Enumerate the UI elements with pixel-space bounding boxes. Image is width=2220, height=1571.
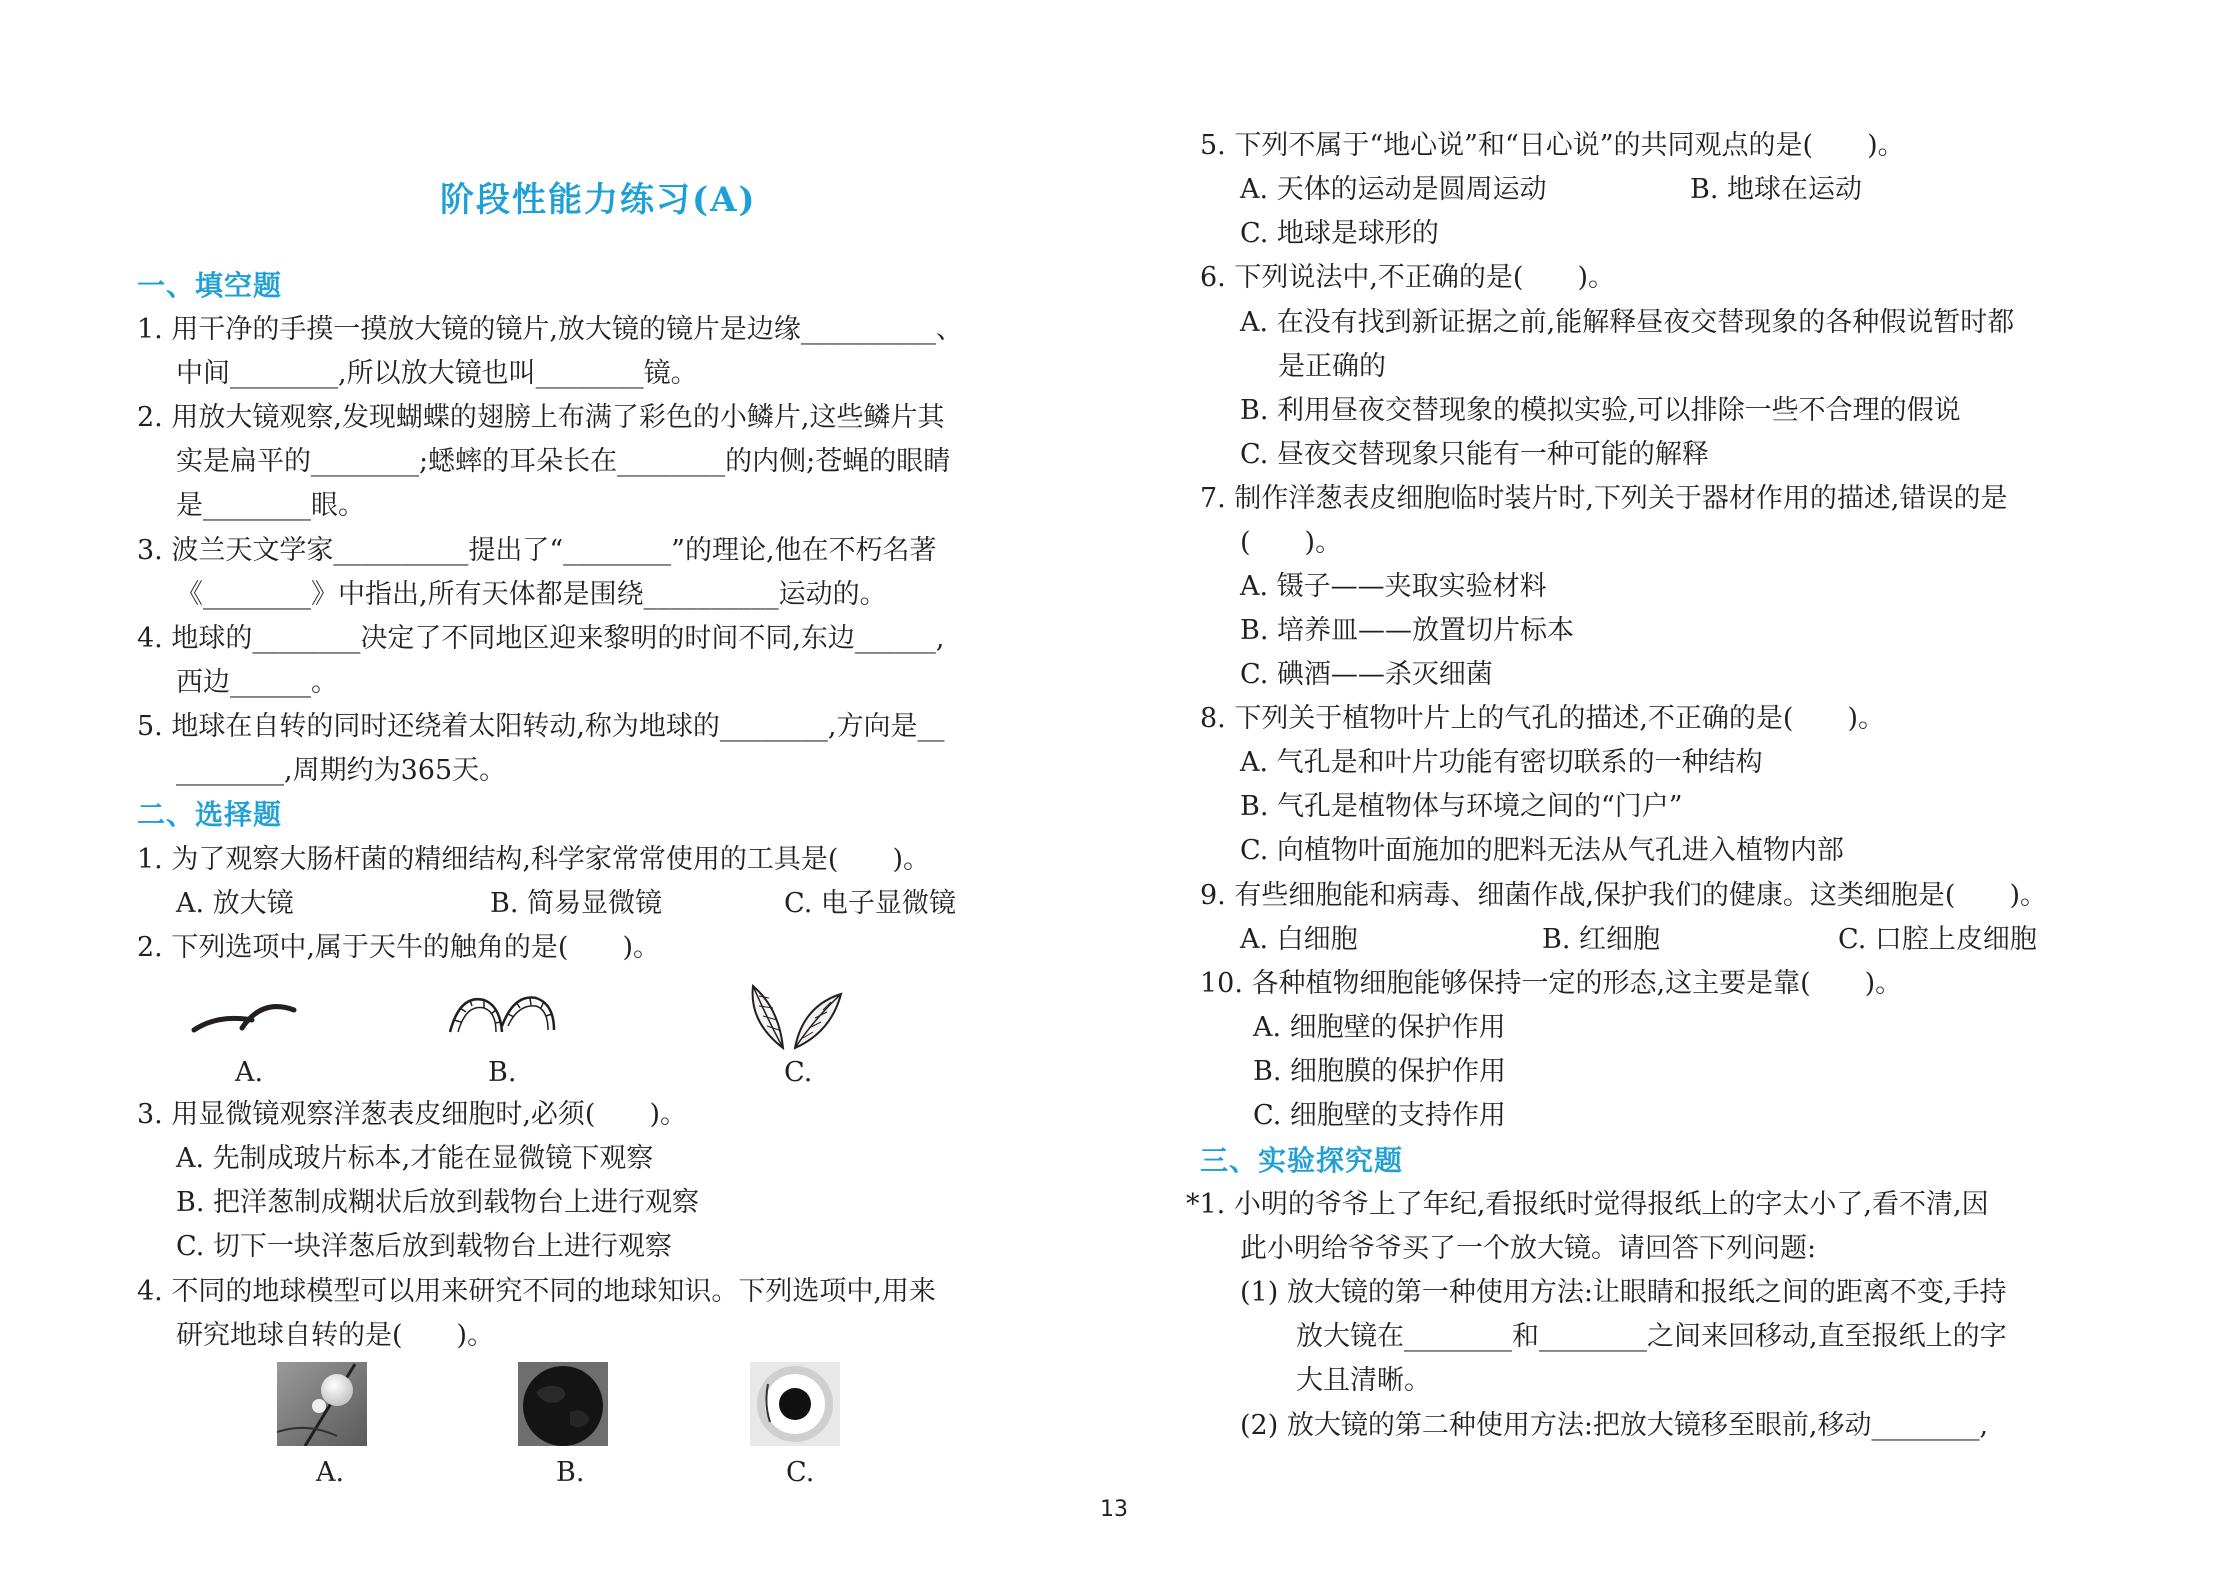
choice-q5-option-c: C. 地球是球形的 — [1240, 218, 1439, 249]
choice-q7-option-b: B. 培养皿——放置切片标本 — [1240, 615, 1575, 646]
choice-q10-option-c: C. 细胞壁的支持作用 — [1253, 1100, 1506, 1131]
choice-q1-option-a: A. 放大镜 — [176, 888, 294, 919]
choice-q5-option-b: B. 地球在运动 — [1690, 174, 1863, 205]
choice-q10-option-a: A. 细胞壁的保护作用 — [1253, 1012, 1506, 1043]
choice-q5-option-a: A. 天体的运动是圆周运动 — [1240, 174, 1547, 205]
antenna-b-image — [444, 986, 560, 1040]
section-choice-heading: 二、选择题 — [137, 798, 283, 831]
choice-q1-option-c: C. 电子显微镜 — [784, 888, 956, 919]
choice-q4-label-a: A. — [316, 1457, 345, 1488]
choice-q2-label-b: B. — [488, 1057, 517, 1088]
globe-model-c-image — [750, 1362, 840, 1446]
fill-q4-line1: 4. 地球的________决定了不同地区迎来黎明的时间不同,东边______, — [137, 623, 945, 654]
fill-q1-line1: 1. 用干净的手摸一摸放大镜的镜片,放大镜的镜片是边缘__________、 — [137, 314, 963, 345]
page-title: 阶段性能力练习(A) — [440, 180, 757, 220]
fill-q2-line3: 是________眼。 — [176, 490, 365, 521]
choice-q4-stem-line2: 研究地球自转的是( )。 — [176, 1320, 495, 1351]
choice-q6-option-c: C. 昼夜交替现象只能有一种可能的解释 — [1240, 439, 1709, 470]
choice-q7-option-a: A. 镊子——夹取实验材料 — [1240, 571, 1547, 602]
fill-q2-line2: 实是扁平的________;蟋蟀的耳朵长在________的内侧;苍蝇的眼睛 — [176, 446, 951, 477]
antenna-a-image — [190, 992, 300, 1038]
experiment-q1-line1: *1. 小明的爷爷上了年纪,看报纸时觉得报纸上的字太小了,看不清,因 — [1186, 1189, 1989, 1220]
fill-q3-line2: 《________》中指出,所有天体都是围绕__________运动的。 — [176, 579, 887, 610]
antenna-c-image — [745, 982, 845, 1052]
choice-q6-option-a-line2: 是正确的 — [1278, 351, 1386, 382]
fill-q4-line2: 西边______。 — [176, 667, 338, 698]
choice-q1-stem: 1. 为了观察大肠杆菌的精细结构,科学家常常使用的工具是( )。 — [137, 844, 930, 875]
section-experiment-heading: 三、实验探究题 — [1200, 1144, 1404, 1177]
choice-q8-option-b: B. 气孔是植物体与环境之间的“门户” — [1240, 791, 1683, 822]
choice-q4-label-c: C. — [786, 1457, 815, 1488]
choice-q8-option-c: C. 向植物叶面施加的肥料无法从气孔进入植物内部 — [1240, 835, 1844, 866]
choice-q10-stem: 10. 各种植物细胞能够保持一定的形态,这主要是靠( )。 — [1200, 968, 1903, 999]
globe-model-a-image — [277, 1362, 367, 1446]
fill-q5-line2: ________,周期约为365天。 — [176, 755, 507, 786]
choice-q4-stem-line1: 4. 不同的地球模型可以用来研究不同的地球知识。下列选项中,用来 — [137, 1276, 936, 1307]
globe-model-b-image — [518, 1362, 608, 1446]
choice-q8-option-a: A. 气孔是和叶片功能有密切联系的一种结构 — [1240, 747, 1763, 778]
choice-q2-stem: 2. 下列选项中,属于天牛的触角的是( )。 — [137, 932, 660, 963]
choice-q4-label-b: B. — [556, 1457, 585, 1488]
section-fill-heading: 一、填空题 — [137, 269, 283, 302]
choice-q7-option-c: C. 碘酒——杀灭细菌 — [1240, 659, 1493, 690]
choice-q7-stem-line2: ( )。 — [1240, 527, 1343, 558]
choice-q9-option-c: C. 口腔上皮细胞 — [1838, 924, 2037, 955]
experiment-q1-part2-line1: (2) 放大镜的第二种使用方法:把放大镜移至眼前,移动________, — [1240, 1410, 1989, 1441]
experiment-q1-part1-line2: 放大镜在________和________之间来回移动,直至报纸上的字 — [1296, 1321, 2007, 1352]
choice-q9-option-a: A. 白细胞 — [1240, 924, 1358, 955]
choice-q9-option-b: B. 红细胞 — [1542, 924, 1661, 955]
choice-q6-stem: 6. 下列说法中,不正确的是( )。 — [1200, 262, 1615, 293]
choice-q3-option-c: C. 切下一块洋葱后放到载物台上进行观察 — [176, 1231, 672, 1262]
choice-q3-stem: 3. 用显微镜观察洋葱表皮细胞时,必须( )。 — [137, 1099, 687, 1130]
experiment-q1-part1-line1: (1) 放大镜的第一种使用方法:让眼睛和报纸之间的距离不变,手持 — [1240, 1277, 2007, 1308]
choice-q2-label-a: A. — [235, 1057, 264, 1088]
experiment-q1-part1-line3: 大且清晰。 — [1296, 1365, 1431, 1396]
choice-q7-stem-line1: 7. 制作洋葱表皮细胞临时装片时,下列关于器材作用的描述,错误的是 — [1200, 483, 2008, 514]
fill-q5-line1: 5. 地球在自转的同时还绕着太阳转动,称为地球的________,方向是__ — [137, 711, 945, 742]
experiment-q1-line2: 此小明给爷爷买了一个放大镜。请回答下列问题: — [1240, 1233, 1817, 1264]
fill-q1-line2: 中间________,所以放大镜也叫________镜。 — [176, 358, 698, 389]
fill-q2-line1: 2. 用放大镜观察,发现蝴蝶的翅膀上布满了彩色的小鳞片,这些鳞片其 — [137, 402, 945, 433]
choice-q9-stem: 9. 有些细胞能和病毒、细菌作战,保护我们的健康。这类细胞是( )。 — [1200, 880, 2047, 911]
choice-q3-option-a: A. 先制成玻片标本,才能在显微镜下观察 — [176, 1143, 654, 1174]
choice-q5-stem: 5. 下列不属于“地心说”和“日心说”的共同观点的是( )。 — [1200, 130, 1905, 161]
choice-q10-option-b: B. 细胞膜的保护作用 — [1253, 1056, 1507, 1087]
choice-q6-option-a-line1: A. 在没有找到新证据之前,能解释昼夜交替现象的各种假说暂时都 — [1240, 307, 2015, 338]
choice-q8-stem: 8. 下列关于植物叶片上的气孔的描述,不正确的是( )。 — [1200, 703, 1885, 734]
choice-q3-option-b: B. 把洋葱制成糊状后放到载物台上进行观察 — [176, 1187, 700, 1218]
page-number: 13 — [1100, 1497, 1128, 1522]
choice-q6-option-b: B. 利用昼夜交替现象的模拟实验,可以排除一些不合理的假说 — [1240, 395, 1961, 426]
choice-q2-label-c: C. — [784, 1057, 813, 1088]
fill-q3-line1: 3. 波兰天文学家__________提出了“________”的理论,他在不朽名著 — [137, 535, 937, 566]
choice-q1-option-b: B. 简易显微镜 — [490, 888, 663, 919]
